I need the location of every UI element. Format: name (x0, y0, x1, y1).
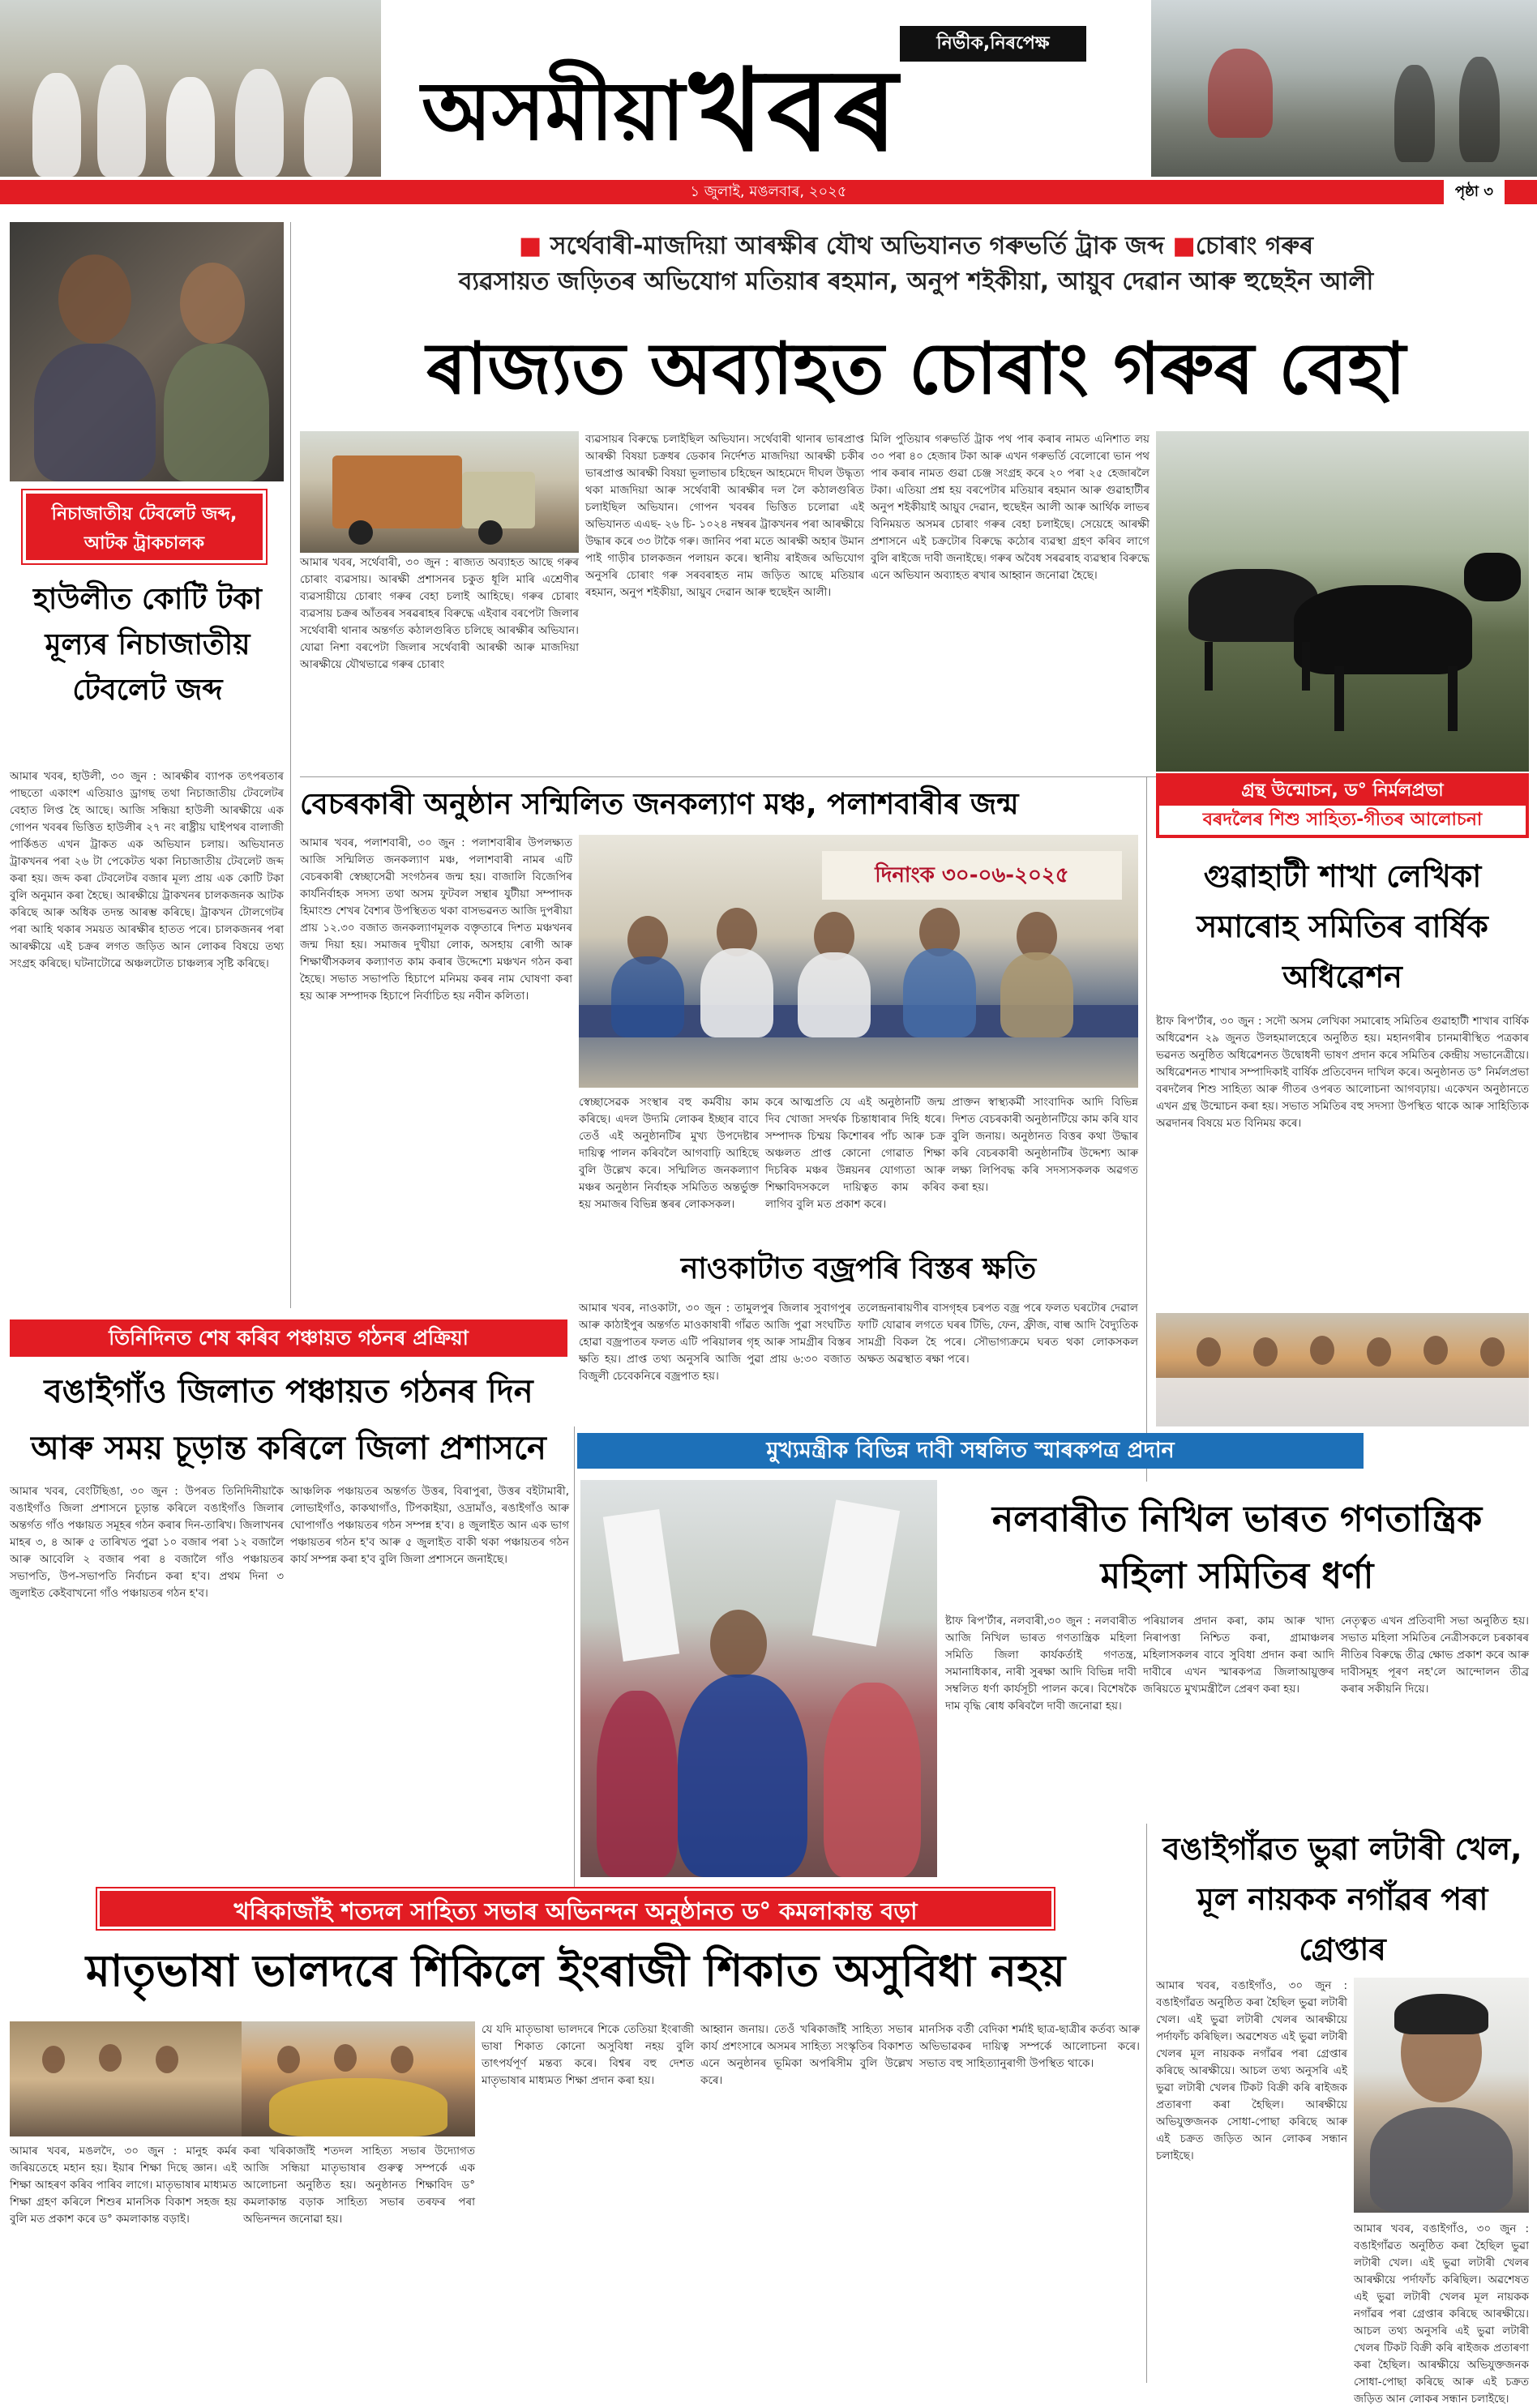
panchayat-headline: বঙাইগাঁও জিলাত পঞ্চায়ত গঠনৰ দিন আৰু সময় চূড়ান্ত কৰিলে জিলা প্ৰশাসনে (31, 1373, 546, 1467)
poetry-event-photo (1156, 1313, 1529, 1426)
lead-kicker3: ব্যৱসায়ত জড়িতৰ অভিযোগ মতিয়াৰ ৰহমান, অনুপ শইকীয়া, আয়ুব দেৱান আৰু হুছেইন আলী (458, 267, 1374, 296)
language-event-photo (10, 2021, 475, 2136)
memo-label: মুখ্যমন্ত্ৰীক বিভিন্ন দাবী সম্বলিত স্মাৰকপত্ৰ প্ৰদান (577, 1433, 1364, 1469)
lead-body-col2: ব্যৱসায়ৰ বিৰুদ্ধে চলাইছিল অভিযান। সৰ্থেবাৰী থানাৰ ভাৰপ্ৰাপ্ত আৰক্ষী বিষয়া চক্ৰধৰ ডেকাৰ নিৰ্দেশত মাজদিয়া আৰক্ষী চকীৰ ভাৰপ্ৰাপ্ত আৰক্ষী বিষয়া ভূলাভাৰ চহিছেন আহমেদে দীঘল উদ্ধৃত্য থকা মাজদিয়া আৰু সৰ্থেবাৰী আৰক্ষীৰ দল লৈ কঠালগুৰিত চলাইছিল অভিযান। গোপন খবৰৰ ভিত্তিত চলোৱা এই অভিযানত এএছ- ২৬ চি- ১০২৪ নম্বৰৰ ট্ৰাকখনৰ পৰা আৰক্ষীয়ে উদ্ধাৰ কৰে ৩৩ টাকৈ গৰু। জানিব পৰা মতে আৰক্ষী অহাৰ উমান পাই গাড়ীৰ চালকজন পলায়ন কৰে। স্থানীয় ৰাইজৰ অভিযোগ অনুসৰি চোৰাং গৰু সৰবৰাহত নাম জড়িত আছে মতিয়াৰ ৰহমান, অনুপ শইকীয়া, আয়ুব দেৱান আৰু হুছেইন আলী। (585, 433, 864, 599)
tablet-story-headline: হাউলীত কোটি টকা মূল্যৰ নিচাজাতীয় টেবলেট জব্দ (33, 583, 262, 707)
lottery-body-col2: আমাৰ খবৰ, বঙাইগাঁও, ৩০ জুন : বঙাইগাঁৱত অনুষ্ঠিত কৰা হৈছিল ভুৱা লটাৰী খেল। এই ভুৱা লটাৰী খেলৰ আৰক্ষীয়ে পৰ্দাফাঁচ কৰিছিল। অৱশেষত এই ভুৱা লটাৰী খেলৰ মূল নায়কক নগাঁৱৰ পৰা গ্ৰেপ্তাৰ কৰিছে আৰক্ষীয়ে। আচল তথ্য অনুসৰি এই ভুৱা লটাৰী খেলৰ টিকট বিক্ৰী কৰি ৰাইজক প্ৰতাৰণা কৰা হৈছিল। আৰক্ষীয়ে অভিযুক্তজনক সোধা-পোছা কৰিছে আৰু এই চক্ৰত জড়িত আন লোকৰ সন্ধান চলাইছে। (1354, 2222, 1529, 2406)
language-label: খৰিকাজাঁই শতদল সাহিত্য সভাৰ অভিনন্দন অনুষ্ঠানত ড° কমলাকান্ত বড়া (97, 1888, 1054, 1929)
lead-kicker1: সৰ্থেবাৰী-মাজদিয়া আৰক্ষীৰ যৌথ অভিযানত গৰুভৰ্তি ট্ৰাক জব্দ (550, 232, 1165, 260)
language-body-col4: আহ্বান জনায়। তেওঁ খৰিকাজাঁই সাহিত্য সভাৰ কাৰ্য প্ৰশংসাৰে অসমৰ সাহিত্য সংস্কৃতিৰ বিকাশত এনে অনুষ্ঠানৰ ভূমিকা অপৰিসীম বুলি উল্লেখ কৰে। (700, 2023, 913, 2087)
lightning-body-col2: তলেন্দ্ৰনাৰায়ণীৰ বাসগৃহৰ চৰপত বজ্ৰ পৰে ফলত ঘৰটোৰ দেৱাল ফাটি যোৱাৰ লগতে ঘৰৰ টিভি, ফেন, ফ্ৰীজ, বাল্ব আদি বৈদ্যুতিক সামগ্ৰী বিকল হৈ পৰে। সৌভাগ্যক্ৰমে ঘৰত থকা লোকসকল অক্ষত অৱস্থাত ৰক্ষা পৰে। (858, 1302, 1138, 1366)
ngo-banner-text: দিনাংক ৩০-০৬-২০২৫ (822, 851, 1122, 900)
dateline-bar (0, 180, 1537, 204)
memo-body-col3: নেতৃত্বত এখন প্ৰতিবাদী সভা অনুষ্ঠিত হয়। সভাত মহিলা সমিতিৰ নেত্ৰীসকলে চৰকাৰৰ নীতিৰ বিৰুদ্ধে তীব্ৰ ক্ষোভ প্ৰকাশ কৰে আৰু দাবীসমূহ পূৰণ নহ'লে আন্দোলন তীব্ৰ কৰাৰ সকীয়নি দিয়ে। (1341, 1615, 1529, 1696)
ngo-body-col4: প্ৰাক্তন স্বাস্থ্যকৰ্মী সাংবাদিক আদি বিভিন্ন দিশত বেচৰকাৰী অনুষ্ঠানটিয়ে কাম কৰি যাব বুলি জনায়। অনুষ্ঠানত বিত্তৰ কথা উদ্ধাৰ কৰি বেচৰকাৰী অনুষ্ঠানটিৰ উদ্দেশ্য আৰু লক্ষ্য লিপিবদ্ধ কৰি সদস্যসকলক অৱগত কৰা হয়। (952, 1096, 1138, 1194)
masthead-title (422, 45, 1143, 177)
masthead-tagline: নিৰ্ভীক,নিৰপেক্ষ (900, 26, 1086, 62)
lottery-body-col1: আমাৰ খবৰ, বঙাইগাঁও, ৩০ জুন : বঙাইগাঁৱত অনুষ্ঠিত কৰা হৈছিল ভুৱা লটাৰী খেল। এই ভুৱা লটাৰী খেলৰ আৰক্ষীয়ে পৰ্দাফাঁচ কৰিছিল। অৱশেষত এই ভুৱা লটাৰী খেলৰ মূল নায়কক নগাঁৱৰ পৰা গ্ৰেপ্তাৰ কৰিছে আৰক্ষীয়ে। আচল তথ্য অনুসৰি এই ভুৱা লটাৰী খেলৰ টিকট বিক্ৰী কৰি ৰাইজক প্ৰতাৰণা কৰা হৈছিল। আৰক্ষীয়ে অভিযুক্তজনক সোধা-পোছা কৰিছে আৰু এই চক্ৰত জড়িত আন লোকৰ সন্ধান চলাইছে। (1156, 1979, 1347, 2162)
ngo-body-col1: আমাৰ খবৰ, পলাশবাৰী, ৩০ জুন : পলাশবাৰীৰ উপলক্ষ্যত আজি সন্মিলিত জনকল্যাণ মঞ্চ, পলাশবাৰী নামৰ এটি বেচৰকাৰী স্বেচ্ছাসেৱী সংগঠনৰ জন্ম হয়। বাজালি বিজেপিৰ কাৰ্যনিৰ্বাহক সদস্য তথা অসম ফুটবল সন্থাৰ যুটীয়া সম্পাদক হিমাংশু শেখৰ বৈশ্যৰ উপস্থিতত থকা বাসভৱনত আজি দুপৰীয়া প্ৰায় ১২.৩০ বজাত জনকল্যাণমূলক বক্তৃতাৰে দিশত মঞ্চখনৰ জন্ম দিয়া হয়। সমাজৰ দুখীয়া লোক, অসহায় ৰোগী আৰু শিক্ষাৰ্থীসকলৰ কল্যাণত কাম কৰাৰ উদ্দেশ্যে মঞ্চখন গঠন কৰা হৈছে। সভাত সভাপতি হিচাপে মনিময় কৰৰ নাম ঘোষণা কৰা হয় আৰু সম্পাদক হিচাপে নিৰ্বাচিত হয় নবীন কলিতা। (300, 836, 572, 1003)
poetry-label (1156, 773, 1529, 838)
ngo-body-col2: স্বেচ্ছাসেৱক সংস্থাৰ বহু কৰ্মবীয় কাম কৰিছে। এদল উদ্যমি লোকৰ ইচ্ছাৰ বাবে তেওঁ এই অনুষ্ঠানটিৰ মুখ্য উপদেষ্টাৰ দায়িত্ব পালন কৰিবলৈ আগবাঢ়ি আহিছে বুলি উল্লেখ কৰে। সন্মিলিত জনকল্যাণ মঞ্চৰ অনুষ্ঠান নিৰ্বাহক সমিতিত অন্তৰ্ভুক্ত হয় সমাজৰ বিভিন্ন স্তৰৰ লোকসকল। (579, 1096, 759, 1211)
ngo-meeting-photo (579, 835, 1138, 1088)
language-body-col5: মানসিক বৰ্তী বেদিকা শৰ্মাই ছাত্ৰ-ছাত্ৰীৰ কৰ্তব্য আৰু অভিভাৱকৰ দায়িত্ব সম্পৰ্কে আলোচনা কৰে। সভাত বহু সাহিত্যানুৰাগী উপস্থিত থাকে। (919, 2023, 1140, 2070)
poetry-headline: গুৱাহাটী শাখা লেখিকা সমাৰোহ সমিতিৰ বাৰ্ষিক অধিৱেশন (1197, 858, 1488, 994)
truck-photo (300, 431, 579, 553)
lightning-headline: নাওকাটাত বজ্ৰপৰি বিস্তৰ ক্ষতি (579, 1247, 1138, 1292)
tablet-story-label: নিচাজাতীয় টেবলেট জব্দ, আটক ট্ৰাকচালক (23, 490, 266, 563)
lightning-body-col1: আমাৰ খবৰ, নাওকাটা, ৩০ জুন : তামুলপুৰ জিলাৰ সুবাগপুৰ আৰু কাঠাইপুৰ অন্তৰ্গত মাওকাষাৰী গাঁৱত আজি পুৱা সংঘটিত হোৱা বজ্ৰপাতৰ ফলত এটি পৰিয়ালৰ গৃহ আৰু সামগ্ৰীৰ বিস্তৰ ক্ষতি হয়। প্ৰাপ্ত তথ্য অনুসৰি আজি পুৱা প্ৰায় ৬:৩০ বজাত বিজুলী চেবেকনিৰে বজ্ৰপাত হয়। (579, 1302, 851, 1383)
memo-headline: নলবাৰীত নিখিল ভাৰত গণতান্ত্ৰিক মহিলা সমিতিৰ ধৰ্ণা (991, 1499, 1483, 1597)
language-body-col3: যে যদি মাতৃভাষা ভালদৰে শিকে তেতিয়া ইংৰাজী ভাষা শিকাত কোনো অসুবিধা নহয় বুলি তাৎপৰ্যপূৰ্ণ মন্তব্য কৰে। বিশ্বৰ বহু দেশত মাতৃভাষাৰ মাধ্যমত শিক্ষা প্ৰদান কৰা হয়। (482, 2023, 694, 2087)
masthead-left-photo (0, 0, 381, 177)
masthead-title-part2: খবৰ (689, 45, 901, 177)
poetry-body: ষ্টাফ ৰিপ'ৰ্টাৰ, ৩০ জুন : সদৌ অসম লেখিকা সমাৰোহ সমিতিৰ গুৱাহাটী শাখাৰ বাৰ্ষিক অধিৱেশন ২৯ জুনত উলহমালহেৰে অনুষ্ঠিত হয়। মহানগৰীৰ চানমাৰীস্থিত পত্ৰকাৰ ভৱনত অনুষ্ঠিত অধিৱেশনত উদ্বোধনী ভাষণ প্ৰদান কৰে সমিতিৰ কেন্দ্ৰীয় সভানেত্ৰীয়ে। অধিৱেশনত শাখাৰ সম্পাদিকাই বাৰ্ষিক প্ৰতিবেদন দাখিল কৰে। অনুষ্ঠানত ড° নিৰ্মলপ্ৰভা বৰদলৈৰ শিশু সাহিত্য আৰু গীতৰ ওপৰত আলোচনা আগবঢ়ায়। একেখন অনুষ্ঠানতে এখন গ্ৰন্থ উন্মোচন কৰা হয়। সভাত সমিতিৰ বহু সদস্যা উপস্থিত থাকে আৰু সাহিত্যিক অৱদানৰ বিষয়ে মত বিনিময় কৰে। (1156, 1015, 1529, 1130)
ngo-body-col3: কৰে আত্মপ্ৰতি যে এই অনুষ্ঠানটি জন্ম দিব খোজা সদৰ্থক চিন্তাধাৰাৰ দিহি ধৰে। সম্পাদক চিম্ময় কিশোৰৰ পাঁচ আৰু চক্ৰ অঞ্চলত প্ৰাপ্ত কোনো গোৱাত শিক্ষা দিচৰিক মঞ্চৰ উন্নয়নৰ যোগ্যতা আৰু শিক্ষাবিদসকলে দায়িত্বত কাম কৰিব লাগিব বুলি মত প্ৰকাশ কৰে। (765, 1096, 945, 1211)
lead-kicker2: চোৰাং গৰুৰ (1195, 232, 1313, 260)
panchayat-body-col1: আমাৰ খবৰ, বেংটিছিঙা, ৩০ জুন : উপৰত তিনিদিনীয়াকৈ বঙাইগাঁও জিলা প্ৰশাসনে চূড়ান্ত কৰিলে বঙাইগাঁও জিলাৰ অন্তৰ্গত গাঁও পঞ্চায়ত সমূহৰ গঠন কৰাৰ দিন-তাৰিখ। জিলাখনৰ মাহৰ ৩, ৪ আৰু ৫ তাৰিখত পুৱা ১০ বজাৰ পৰা ১২ বজালৈ আৰু আবেলি ২ বজাৰ পৰা ৪ বজালৈ গাঁও পঞ্চায়তৰ সভাপতি, উপ-সভাপতি নিৰ্বাচন কৰা হ'ব। প্ৰথম দিনা ৩ জুলাইত কেইবাখনো গাঁও পঞ্চায়তৰ গঠন হ'ব। (10, 1485, 284, 1600)
masthead-right-photo (1151, 0, 1537, 177)
masthead-date: ১ জুলাই, মঙলবাৰ, ২০২৫ (690, 183, 847, 200)
language-body-col1: আমাৰ খবৰ, মঙলদৈ, ৩০ জুন : মানুহ কৰ্মৰ জৰিয়তেহে মহান হয়। ইয়াৰ শিক্ষা দিছে জ্ঞান। এই শিক্ষা আহৰণ কৰিব পাৰিব লাগে। মাতৃভাষাৰ মাধ্যমত শিক্ষা গ্ৰহণ কৰিলে শিশুৰ মানসিক বিকাশ সহজ হয় বুলি মত প্ৰকাশ কৰে ড° কমলাকান্ত বড়াই। (10, 2145, 237, 2226)
panchayat-label: তিনিদিনত শেষ কৰিব পঞ্চায়ত গঠনৰ প্ৰক্ৰিয়া (10, 1319, 567, 1357)
masthead-page: পৃষ্ঠা ৩ (1444, 180, 1505, 204)
language-body-col2: কৰা খৰিকাজাঁই শতদল সাহিত্য সভাৰ উদ্যোগত আজি সন্ধিয়া মাতৃভাষাৰ গুৰুত্ব সম্পৰ্কে এক আলোচনা অনুষ্ঠিত হয়। অনুষ্ঠানত শিক্ষাবিদ ড° কমলাকান্ত বড়াক সাহিত্য সভাৰ তৰফৰ পৰা অভিনন্দন জনোৱা হয়। (243, 2145, 475, 2226)
poetry-label-line1: গ্ৰন্থ উন্মোচন, ড° নিৰ্মলপ্ৰভা (1241, 781, 1444, 801)
arrest-photo (10, 222, 284, 481)
lead-body-col3: মিলি পুতিয়াৰ গৰুভৰ্তি ট্ৰাক পথ পাৰ কৰাৰ নামত এনিশাত লয় ৩০ পৰা ৪০ হেজাৰ টকা আৰু এখন গৰুভৰ্তি বেলোৰো ভান পথ পাৰ কৰাৰ নামত গুৱা চেঞ্জ সংগ্ৰহ কৰে ২০ পৰা ২৫ হেজাৰলৈ টকা। এতিয়া প্ৰশ্ন হয় বৰপেটাৰ মতিয়াৰ ৰহমান আৰু গুৱাহাটীৰ অনুপ শইকীয়াই আয়ুব দেৱান, হুছেইন আলী আৰু আৰ্থিক লাভৰ বিনিময়ত অসমৰ চোৰাং গৰুৰ বেহা চলাইছে। সেয়েহে আৰক্ষী প্ৰশাসনে এই চক্ৰটোৰ বিৰুদ্ধে কঠোৰ ব্যৱস্থা গ্ৰহণ কৰিব লাগে বুলি ৰাইজে দাবী জনাইছে। গৰুৰ অবৈধ সৰৱৰাহ ব্যৱস্থাৰ বিৰুদ্ধে এনে অভিযান অব্যাহত ৰখাৰ আহ্বান জনোৱা হৈছে। (871, 433, 1150, 582)
poetry-label-line2: বৰদলৈৰ শিশু সাহিত্য-গীতৰ আলোচনা (1159, 806, 1526, 835)
cattle-photo (1156, 431, 1529, 772)
tablet-story-body: আমাৰ খবৰ, হাউলী, ৩০ জুন : আৰক্ষীৰ ব্যাপক তৎপৰতাৰ পাছতো একাংশ এতিয়াও ড্ৰাগছ তথা নিচাজাতীয় টেবলেটৰ বেহাত লিপ্ত হৈ আছে। আজি সন্ধিয়া হাউলী আৰক্ষীয়ে এক গোপন খবৰৰ ভিত্তিত হাউলীৰ ২৭ নং ৰাষ্ট্ৰীয় ঘাইপথৰ বালাজী পাৰ্কিঙত এখন ট্ৰাকত এক অভিযান চলায়। অভিযানত ট্ৰাকখনৰ পৰা ২৬ টা পেকেটত থকা নিচাজাতীয় টেবলেট জব্দ কৰা হয়। জব্দ কৰা টেবলেটৰ বজাৰ মূল্য প্ৰায় এক কোটি টকা বুলি অনুমান কৰা হৈছে। আৰক্ষীয়ে ট্ৰাকখনৰ চালকজনক আটক কৰিছে আৰু অধিক তদন্ত আৰম্ভ কৰিছে। ট্ৰাকখন টোলগেটৰ পৰা আহি থকাৰ সময়ত আৰক্ষীৰ হাতত পৰে। চালকজনৰ পৰা আৰক্ষীয়ে এই চক্ৰৰ লগত জড়িত আন লোকৰ বিষয়ে তথ্য সংগ্ৰহ কৰিছে। ঘটনাটোৱে অঞ্চলটোত চাঞ্চল্যৰ সৃষ্টি কৰিছে। (10, 770, 284, 970)
lead-headline: ৰাজ্যত অব্যাহত চোৰাং গৰুৰ বেহা (426, 327, 1406, 410)
protest-photo (580, 1480, 937, 1877)
lottery-headline: বঙাইগাঁৱত ভুৱা লটাৰী খেল, মূল নায়কক নগাঁৱৰ পৰা গ্ৰেপ্তাৰ (1162, 1831, 1522, 1967)
memo-body-col2: পৰিয়ালৰ প্ৰদান কৰা, কাম আৰু খাদ্য নিৰাপত্তা নিশ্চিত কৰা, গ্ৰামাঞ্চলৰ মহিলাসকলৰ বাবে সুবিধা প্ৰদান কৰা আদি দাবীৰে এখন স্মাৰকপত্ৰ জিলাআয়ুক্তৰ জৰিয়তে মুখ্যমন্ত্ৰীলৈ প্ৰেৰণ কৰা হয়। (1143, 1615, 1334, 1696)
panchayat-body-col2: আঞ্চলিক পঞ্চায়তৰ অন্তৰ্গত উত্তৰ, বিৰাপুৰা, উত্তৰ বইটামাৰী, লোভাইগাঁও, কাকথাগাঁও, টিপকাইয়া, ওদ্ৰামাঁও, ৰঙাইগাঁও আৰু ঘোপাগাঁও পঞ্চায়তৰ গঠন সম্পন্ন হ'ব। ৪ জুলাইত আন এক ভাগ পঞ্চায়তৰ গঠন হ'ব আৰু ৫ জুলাইত বাকী থকা পঞ্চায়তৰ গঠন কাৰ্য সম্পন্ন কৰা হ'ব বুলি জিলা প্ৰশাসনে জনাইছে। (290, 1485, 569, 1566)
masthead-title-part1: অসমীয়া (422, 63, 685, 159)
language-headline: মাতৃভাষা ভালদৰে শিকিলে ইংৰাজী শিকাত অসুবিধা নহয় (85, 1945, 1066, 1996)
ngo-headline: বেচৰকাৰী অনুষ্ঠান সন্মিলিত জনকল্যাণ মঞ্চ, পলাশবাৰীৰ জন্ম (300, 788, 1019, 821)
lead-kicker: ■ সৰ্থেবাৰী-মাজদিয়া আৰক্ষীৰ যৌথ অভিযানত গৰুভৰ্তি ট্ৰাক জব্দ ■চোৰাং গৰুৰ ব্যৱসায়ত জড়িতৰ অভিযোগ মতিয়াৰ ৰহমান, অনুপ শইকীয়া, আয়ুব দেৱান আৰু হুছেইন আলী (458, 232, 1374, 296)
accused-photo (1354, 1978, 1529, 2213)
lead-body-col1: আমাৰ খবৰ, সৰ্থেবাৰী, ৩০ জুন : ৰাজ্যত অব্যাহত আছে গৰুৰ চোৰাং ব্যৱসায়। আৰক্ষী প্ৰশাসনৰ চকুত ধূলি মাৰি এশ্ৰেণীৰ ব্যৱসায়ীয়ে চোৰাং গৰুৰ বেহা চলাই আহিছে। গৰুৰ চোৰাং ব্যৱসায় চক্ৰৰ আঁতৰৰ সৰৱৰাহৰ বিৰুদ্ধে এইবাৰ বৰপেটা জিলাৰ সৰ্থেবাৰী থানাৰ অন্তৰ্গত কঠালগুৰিত চলিছে আৰক্ষীৰ অভিযান। যোৱা নিশা বৰপেটা জিলাৰ সৰ্থেবাৰী আৰক্ষী আৰু মাজদিয়া আৰক্ষীয়ে যৌথভাৱে গৰুৰ চোৰাং (300, 556, 579, 671)
memo-body-col1: ষ্টাফ ৰিপ'ৰ্টাৰ, নলবাৰী,৩০ জুন : নলবাৰীত আজি নিখিল ভাৰত গণতান্ত্ৰিক মহিলা সমিতি জিলা কাৰ্যকৰ্তাই গণতন্ত্ৰ, সমানাধিকাৰ, নাৰী সুৰক্ষা আদি বিভিন্ন দাবী সম্বলিত ধৰ্ণা কাৰ্যসূচী পালন কৰে। বিশেষকৈ দাম বৃদ্ধি ৰোধ কৰিবলৈ দাবী জনোৱা হয়। (945, 1615, 1137, 1713)
